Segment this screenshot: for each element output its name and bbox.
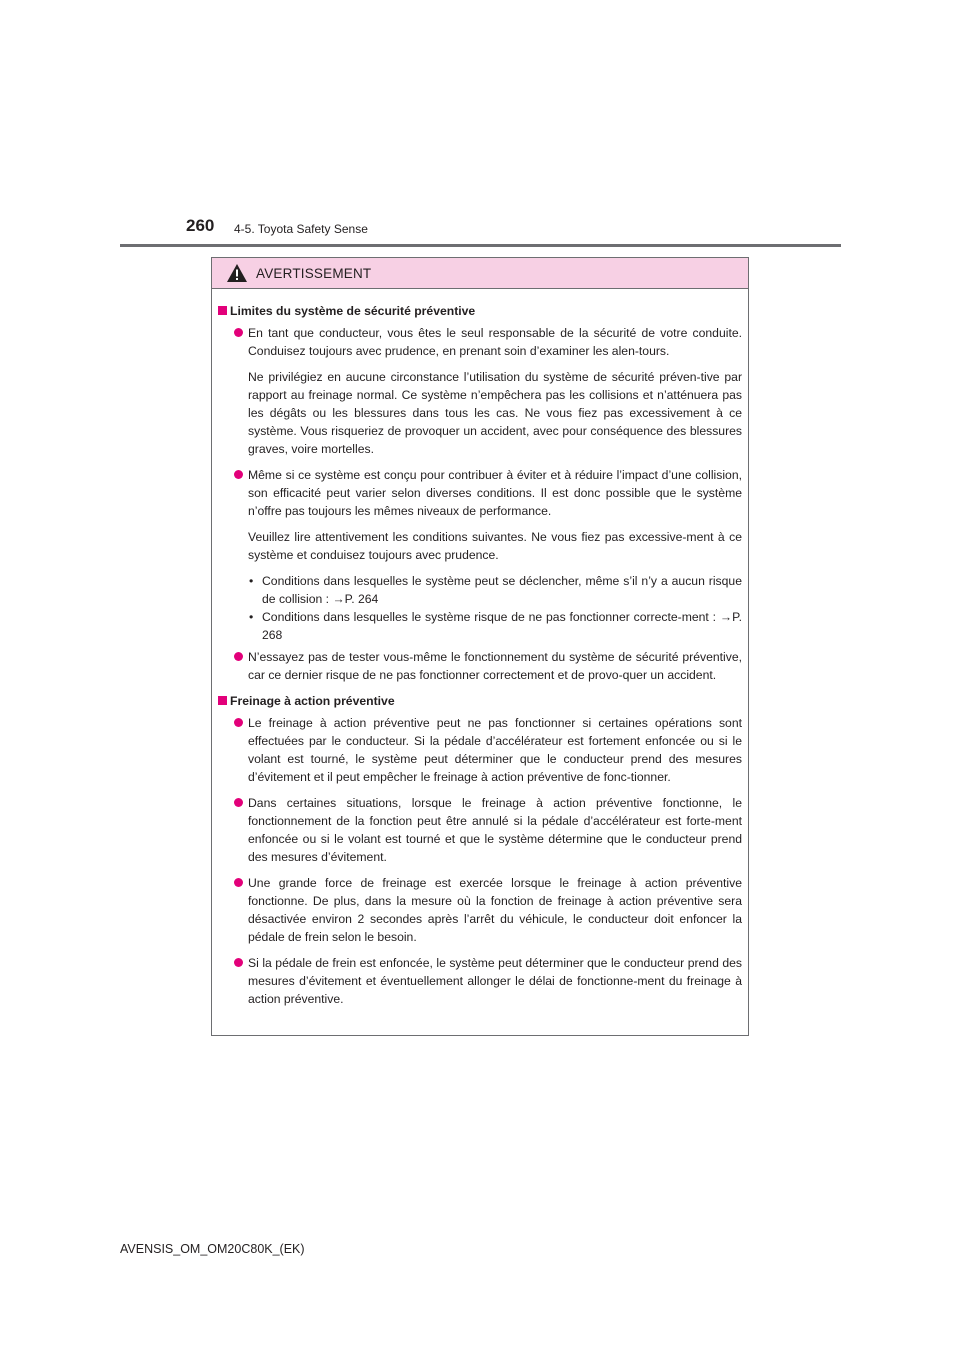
condition-list — [218, 572, 742, 644]
round-bullet-icon — [234, 878, 243, 887]
section-heading-text: Freinage à action préventive — [230, 694, 395, 708]
bullet-text: N’essayez pas de tester vous-même le fonctionnement du système de sécurité préventive, car ce dernier risque de ne pas fonctionner correctement et de provo-quer un accident. — [248, 650, 742, 682]
section-heading-text: Limites du système de sécurité préventive — [230, 304, 476, 318]
page-reference-link[interactable]: →P. 264 — [332, 592, 379, 606]
list-marker: • — [249, 610, 254, 624]
bullet-text: Une grande force de freinage est exercée lorsque le freinage à action préventive fonctionne. De plus, dans la mesure où la fonction de freinage à action préventive sera désactivée environ 2 secondes après l’arrêt du véhicule, le conducteur doit enfoncer la pédale de frein selon le besoin. — [248, 876, 742, 944]
condition-item — [218, 608, 742, 644]
warning-title: AVERTISSEMENT — [256, 265, 372, 281]
warning-box — [211, 257, 749, 1036]
condition-text: Conditions dans lesquelles le système peut se déclencher, même s’il n’y a aucun risque de collision : — [262, 574, 742, 606]
round-bullet-icon — [234, 958, 243, 967]
section-heading — [218, 692, 742, 710]
condition-text: Conditions dans lesquelles le système risque de ne pas fonctionner correcte-ment : — [262, 610, 717, 624]
round-bullet-icon — [234, 798, 243, 807]
document-code: AVENSIS_OM_OM20C80K_(EK) — [120, 1242, 305, 1256]
bullet-text: Même si ce système est conçu pour contribuer à éviter et à réduire l’impact d’une collision, son efficacité peut varier selon diverses conditions. Il est donc possible que le système n’offre pas toujours les mêmes niveaux de performance. — [248, 468, 742, 518]
page-number: 260 — [186, 216, 215, 235]
bullet-item — [218, 794, 742, 866]
section-heading — [218, 302, 742, 320]
bullet-item — [218, 954, 742, 1008]
square-bullet-icon — [218, 696, 227, 705]
round-bullet-icon — [234, 652, 243, 661]
condition-item — [218, 572, 742, 608]
header-rule — [120, 244, 841, 247]
warning-header — [212, 258, 748, 289]
paragraph: Ne privilégiez en aucune circonstance l’utilisation du système de sécurité préven-tive par rapport au freinage normal. Ce système n’empêchera pas les collisions et n’atténuera pas les dégâts ou les blessures dans tous les cas. Ne vous fiez pas excessivement à ce système. Vous risqueriez de provoquer un accident, avec pour conséquence des blessures graves, voire mortelles. — [248, 370, 742, 456]
bullet-item — [218, 466, 742, 520]
bullet-item — [218, 324, 742, 360]
bullet-text: Dans certaines situations, lorsque le freinage à action préventive fonctionne, le fonctionnement de la fonction peut être annulé si la pédale d’accélérateur est forte-ment enfoncée ou si le volant est tourné et que le système détermine que le conducteur prend des mesures d’évitement. — [248, 796, 742, 864]
square-bullet-icon — [218, 306, 227, 315]
bullet-text: Si la pédale de frein est enfoncée, le système peut déterminer que le conducteur prend des mesures d’évitement et éventuellement allonger le délai de fonctionne-ment du freinage à action préventive. — [248, 956, 742, 1006]
bullet-text: Le freinage à action préventive peut ne pas fonctionner si certaines opérations sont effectuées par le conducteur. Si la pédale d’accélérateur est fortement enfoncée ou si le volant est tourné, le système peut déterminer que le conducteur prend des mesures d’évitement et il peut empêcher le freinage à action préventive de fonc-tionner. — [248, 716, 742, 784]
round-bullet-icon — [234, 470, 243, 479]
bullet-item — [218, 874, 742, 946]
round-bullet-icon — [234, 718, 243, 727]
bullet-item — [218, 648, 742, 684]
section-title: 4-5. Toyota Safety Sense — [234, 222, 368, 236]
bullet-text: En tant que conducteur, vous êtes le seul responsable de la sécurité de votre conduite. Conduisez toujours avec prudence, en prenant soin d’examiner les alen-tours. — [248, 326, 742, 358]
warning-triangle-icon — [226, 263, 248, 283]
round-bullet-icon — [234, 328, 243, 337]
paragraph: Veuillez lire attentivement les conditions suivantes. Ne vous fiez pas excessive-ment à ce système et conduisez toujours avec prudence. — [248, 530, 742, 562]
bullet-item — [218, 714, 742, 786]
page-reference-link[interactable]: →P. 268 — [262, 610, 743, 642]
list-marker: • — [249, 574, 254, 588]
warning-body — [212, 289, 748, 1008]
